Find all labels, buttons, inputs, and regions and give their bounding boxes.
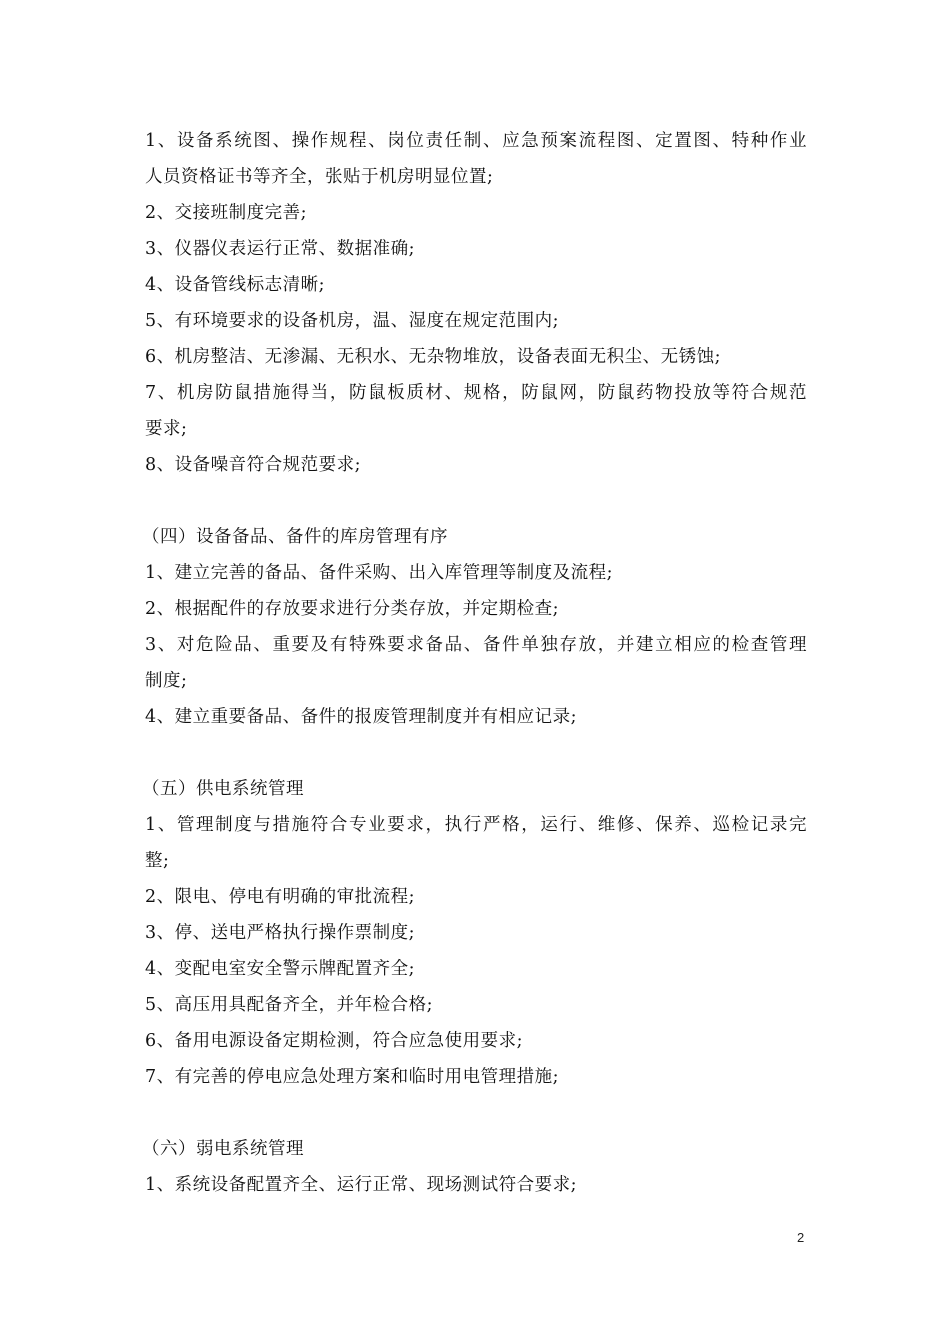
paragraph-line: 5、高压用具配备齐全，并年检合格; — [145, 995, 434, 1015]
paragraph-line: 1、设备系统图、操作规程、岗位责任制、应急预案流程图、定置图、特种作业 — [145, 131, 807, 151]
paragraph-line: 整; — [145, 851, 170, 871]
section-heading-four: （四）设备备品、备件的库房管理有序 — [142, 527, 448, 547]
section-gap — [145, 483, 807, 519]
paragraph-line: 1、建立完善的备品、备件采购、出入库管理等制度及流程; — [145, 563, 614, 583]
paragraph-line: 7、有完善的停电应急处理方案和临时用电管理措施; — [145, 1067, 560, 1087]
paragraph-line: 8、设备噪音符合规范要求; — [145, 455, 362, 475]
paragraph-line: 4、变配电室安全警示牌配置齐全; — [145, 959, 416, 979]
paragraph-line: 要求; — [145, 419, 188, 439]
paragraph-line: 4、建立重要备品、备件的报废管理制度并有相应记录; — [145, 707, 578, 727]
document-body — [142, 123, 807, 1203]
section-gap — [145, 1095, 807, 1131]
paragraph-line: 3、仪器仪表运行正常、数据准确; — [145, 239, 416, 259]
section-heading-five: （五）供电系统管理 — [142, 779, 304, 799]
paragraph-line: 6、备用电源设备定期检测，符合应急使用要求; — [145, 1031, 524, 1051]
page-number: 2 — [797, 1230, 805, 1245]
paragraph-line: 2、限电、停电有明确的审批流程; — [145, 887, 416, 907]
paragraph-line: 2、根据配件的存放要求进行分类存放，并定期检查; — [145, 599, 560, 619]
paragraph-line: 7、机房防鼠措施得当，防鼠板质材、规格，防鼠网，防鼠药物投放等符合规范 — [145, 383, 807, 403]
paragraph-line: 2、交接班制度完善; — [145, 203, 308, 223]
section-heading-six: （六）弱电系统管理 — [142, 1139, 304, 1159]
paragraph-line: 人员资格证书等齐全，张贴于机房明显位置; — [145, 167, 494, 187]
section-gap — [145, 735, 807, 771]
paragraph-line: 4、设备管线标志清晰; — [145, 275, 326, 295]
paragraph-line: 制度; — [145, 671, 188, 691]
paragraph-line: 3、停、送电严格执行操作票制度; — [145, 923, 416, 943]
paragraph-line: 6、机房整洁、无渗漏、无积水、无杂物堆放，设备表面无积尘、无锈蚀; — [145, 347, 722, 367]
paragraph-line: 5、有环境要求的设备机房，温、湿度在规定范围内; — [145, 311, 560, 331]
paragraph-line: 3、对危险品、重要及有特殊要求备品、备件单独存放，并建立相应的检查管理 — [145, 635, 807, 655]
paragraph-line: 1、管理制度与措施符合专业要求，执行严格，运行、维修、保养、巡检记录完 — [145, 815, 807, 835]
paragraph-line: 1、系统设备配置齐全、运行正常、现场测试符合要求; — [145, 1175, 578, 1195]
